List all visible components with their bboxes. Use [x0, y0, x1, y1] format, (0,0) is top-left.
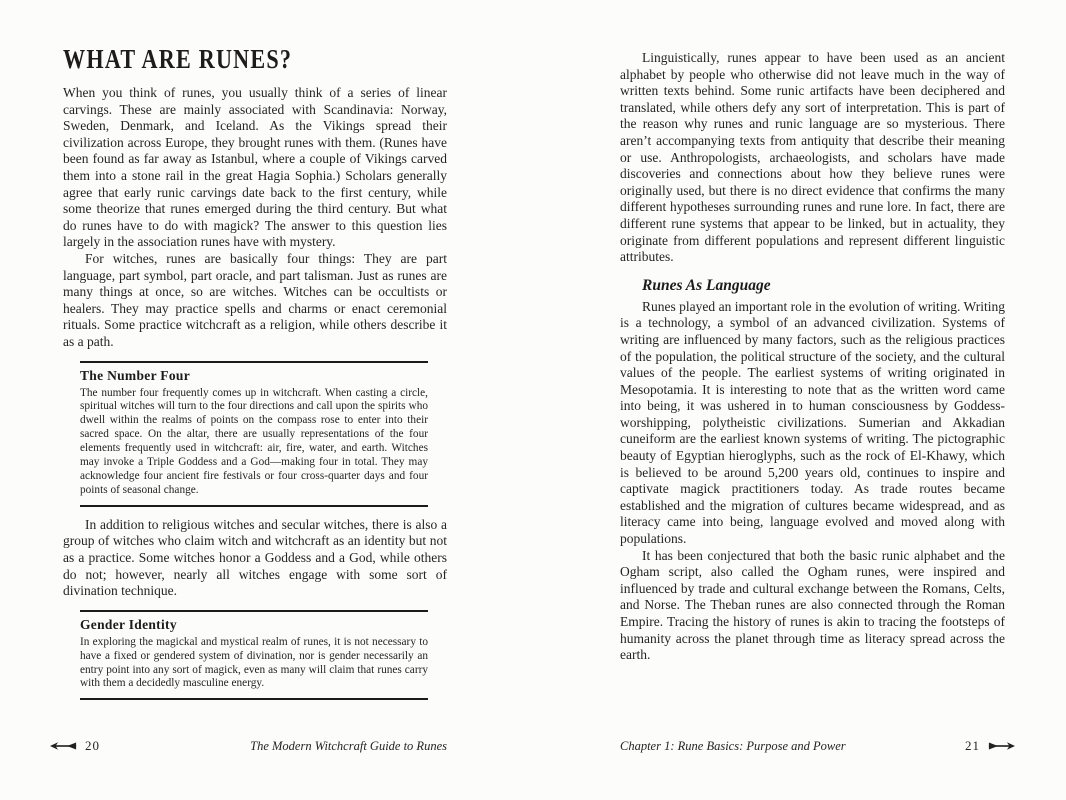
sidebar-rule-bottom — [80, 505, 428, 507]
paragraph: Runes played an important role in the evolution of writing. Writing is a technology, a symbol of an advanced civilization. Systems of writing are influenced by many factors, such as the religious practices of the population, the political structure of the society, and the cultural values of the people. The earliest systems of writing originated in Mesopotamia. It is interesting to note that as the written word came into being, it was ushered in to human consciousness by Goddess-worshipping, polytheistic civilizations. Sumerian and Akkadian cuneiform are the earliest known systems of writing. The pictographic beauty of Egyptian hieroglyphs, such as the rock of El-Khawy, which is believed to be around 5,200 years old, continues to inspire and captivate magick practitioners today. As trade routes became established and the migration of cultures became widespread, and as literacy came into being, language evolved and moved along with populations. — [620, 298, 1005, 547]
sidebar-body: The number four frequently comes up in witchcraft. When casting a circle, spiritual witches will turn to the four directions and call upon the spirits who dwell within the realms of points on the compass rose to enter into their sacred space. On the altar, there are usually representations of the four elements frequently used in witchcraft: air, fire, water, and earth. Witches may invoke a Triple Goddess and a God—making four in total. They may acknowledge four ancient fire festivals or four cross-quarter days and four points of seasonal change. — [80, 386, 428, 496]
subheading-runes-as-language: Runes As Language — [642, 276, 771, 294]
page-number: 20 — [85, 738, 100, 753]
paragraph: Linguistically, runes appear to have been used as an ancient alphabet by people who otherwise did not leave much in the way of written texts behind. Some runic artifacts have been deciphered and translated, while others defy any sort of interpretation. This is part of the reason why runes and runic language are so mysterious. There aren’t accompanying texts from antiquity that describe their meaning or use. Anthropologists, archaeologists, and scholars have made discoveries and connections about how they believe runes were originally used, but there is no direct evidence that confirms the many different hypotheses surrounding runes and rune lore. In fact, there are different rune systems that appear to be linked, but in actuality, they originate from different populations and represent different linguistic attributes. — [620, 50, 1005, 265]
feathered-arrow-icon — [50, 741, 77, 751]
sidebar-rule-top — [80, 361, 428, 363]
right-page-footer — [620, 738, 1015, 754]
sidebar-rule-bottom — [80, 698, 428, 700]
sidebar-rule-top — [80, 610, 428, 612]
running-book-title: The Modern Witchcraft Guide to Runes — [250, 738, 447, 753]
sidebar-title: The Number Four — [80, 367, 191, 383]
running-chapter-title: Chapter 1: Rune Basics: Purpose and Power — [620, 738, 846, 753]
sidebar-body: In exploring the magickal and mystical realm of runes, it is not necessary to have a fixed or gendered system of divination, nor is gender necessarily an entry point into any sort of magick, even as many will claim that runes carry with them a decidedly masculine energy. — [80, 635, 428, 690]
sidebar-box-gender-identity — [80, 610, 428, 701]
paragraph: For witches, runes are basically four things: They are part language, part symbol, part oracle, and part talisman. Just as runes are many things at once, so are witches. Witches can be occultists or healers. They may practice spells and charms or enact ceremonial rituals. Some practice witchcraft as a religion, while others describe it as a path. — [63, 250, 447, 349]
section-heading: WHAT ARE RUNES? — [63, 44, 293, 74]
paragraph: It has been conjectured that both the basic runic alphabet and the Ogham script, also called the Ogham runes, were inspired and influenced by trade and cultural exchange between the Romans, Celts, and Norse. The Theban runes are also connected through the Roman Empire. Tracing the history of runes is akin to tracing the footsteps of humanity across the planet through time as literacy spread across the earth. — [620, 547, 1005, 663]
left-footer-pagenum-group — [50, 738, 100, 754]
right-page — [620, 50, 1005, 664]
paragraph: When you think of runes, you usually think of a series of linear carvings. These are mainly associated with Scandinavia: Norway, Sweden, Denmark, and Iceland. As the Vikings spread their civilization across Europe, they brought runes with them. (Runes have been found as far away as Istanbul, where a couple of Vikings carved them into a stone rail in the great Hagia Sophia.) Scholars generally agree that early runic carvings date back to the first century, while some theorize that runes emerged during the third century. But what do runes have to do with magick? The answer to this question lies largely in the association runes have with mystery. — [63, 85, 447, 250]
left-page-footer — [50, 738, 447, 754]
sidebar-title: Gender Identity — [80, 616, 177, 632]
right-footer-pagenum-group — [965, 738, 1015, 754]
paragraph: In addition to religious witches and secular witches, there is also a group of witches who claim witch and witchcraft as an identity but not as a practice. Some witches honor a Goddess and a God, while others do not; however, nearly all witches engage with some sort of divination technique. — [63, 516, 447, 599]
sidebar-box-the-number-four — [80, 361, 428, 507]
page-number: 21 — [965, 738, 980, 753]
left-page — [63, 44, 447, 710]
feathered-arrow-icon — [988, 741, 1015, 751]
